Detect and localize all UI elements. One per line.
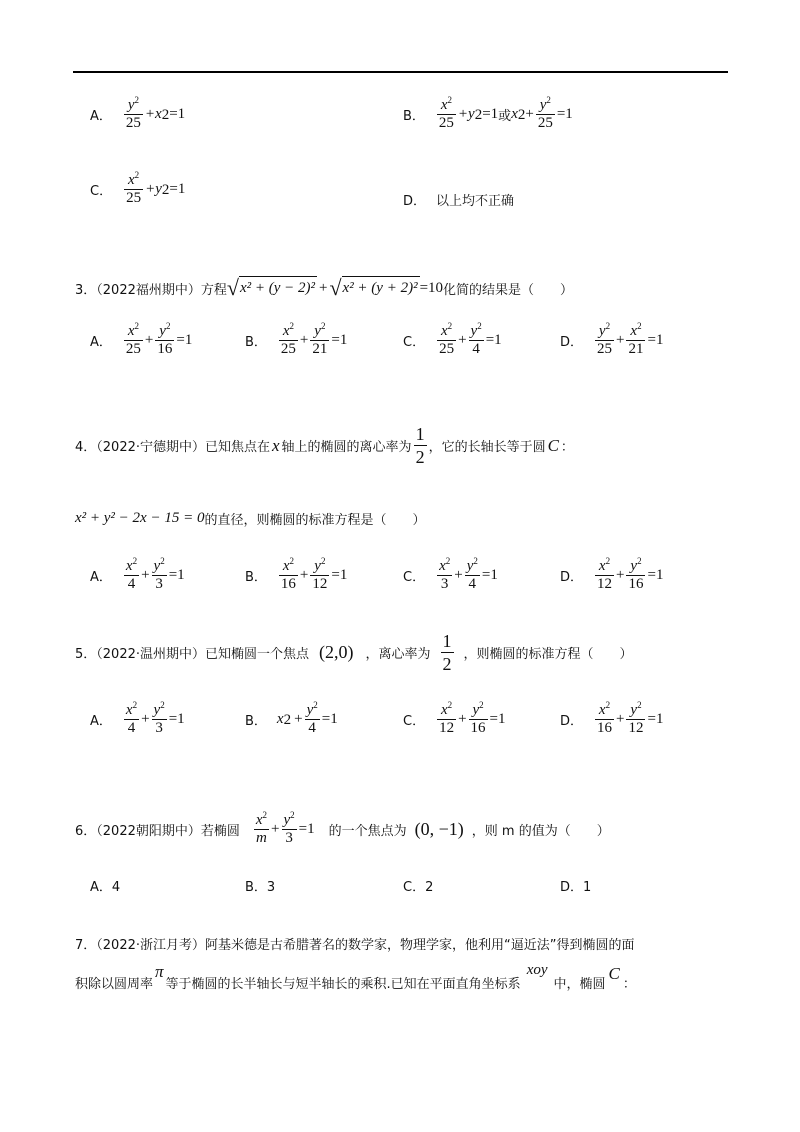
q2-option-d[interactable]: D． 以上均不正确 (403, 194, 515, 209)
q2-option-a[interactable]: A． $\frac{y^2}{25}$ +x 2 =1 (90, 95, 186, 131)
q2-option-c[interactable]: C． $\frac{x^2}{25}$ +y 2 =1 (90, 170, 186, 206)
q4-stem-line2: x² + y² − 2x − 15 = 0 的直径，则椭圆的标准方程是（ ） (75, 510, 426, 528)
q5-option-d[interactable]: D． $\frac{x^2}{16}$ + $\frac{y^2}{12}$ =1 (560, 700, 664, 736)
q5-stem: 5．（2022·温州期中）已知椭圆一个焦点 (2,0) ，离心率为 $\frac{1}{2}$ ，则椭圆的标准方程（ ） (75, 631, 633, 674)
fraction: $\frac{x^2}{25}$ (126, 170, 142, 206)
q2-option-b[interactable]: B． $\frac{x^2}{25}$ +y 2 =1 或 x 2 + $\frac{y^2}{25}$ =1 (403, 95, 573, 131)
q4-option-d[interactable]: D． $\frac{x^2}{12}$ + $\frac{y^2}{16}$ =1 (560, 556, 664, 592)
q3-option-a[interactable]: A． $\frac{x^2}{25}$ + $\frac{y^2}{16}$ =1 (90, 321, 193, 357)
q4-option-c[interactable]: C． $\frac{x^2}{3}$ + $\frac{y^2}{4}$ =1 (403, 556, 498, 592)
q5-option-b[interactable]: B． x 2 + $\frac{y^2}{4}$ =1 (245, 700, 338, 736)
fraction: $\frac{y^2}{25}$ (125, 95, 141, 131)
q6-option-a[interactable]: A．4 (90, 880, 121, 895)
q3-option-d[interactable]: D． $\frac{y^2}{25}$ + $\frac{x^2}{21}$ =1 (560, 321, 664, 357)
q4-option-b[interactable]: B． $\frac{x^2}{16}$ + $\frac{y^2}{12}$ =1 (245, 556, 348, 592)
sqrt-1: √ x² + (y − 2)² (226, 275, 315, 300)
q5-option-a[interactable]: A． $\frac{x^2}{4}$ + $\frac{y^2}{3}$ =1 (90, 700, 185, 736)
q7-line1: 7．（2022·浙江月考）阿基米德是古希腊著名的数学家，物理学家，他利用“逼近法”得到椭圆的面 (75, 938, 635, 953)
sqrt-2: √ x² + (y + 2)² (329, 275, 418, 300)
q6-option-d[interactable]: D．1 (560, 880, 592, 895)
q4-option-a[interactable]: A． $\frac{x^2}{4}$ + $\frac{y^2}{3}$ =1 (90, 556, 185, 592)
q5-option-c[interactable]: C． $\frac{x^2}{12}$ + $\frac{y^2}{16}$ =1 (403, 700, 506, 736)
q6-stem: 6．（2022朝阳期中）若椭圆 $\frac{x^2}{m}$ + $\frac{y^2}{3}$ =1 的一个焦点为 (0, −1) ，则 m 的值为（ ） (75, 810, 610, 846)
q6-option-b[interactable]: B．3 (245, 880, 276, 895)
fraction: $\frac{x^2}{25}$ (438, 95, 454, 131)
q6-option-c[interactable]: C．2 (403, 880, 434, 895)
q3-option-c[interactable]: C． $\frac{x^2}{25}$ + $\frac{y^2}{4}$ =1 (403, 321, 502, 357)
fraction: $\frac{y^2}{25}$ (537, 95, 553, 131)
q3-option-b[interactable]: B． $\frac{x^2}{25}$ + $\frac{y^2}{21}$ =1 (245, 321, 348, 357)
q7-line2: 积除以圆周率 π 等于椭圆的长半轴长与短半轴长的乘积.已知在平面直角坐标系 xoy 中，椭圆 C ： (75, 961, 636, 992)
q4-stem: 4．（2022·宁德期中）已知焦点在 x 轴上的椭圆的离心率为 $\frac{1}{2}$ ，它的长轴长等于圆 C ： (75, 424, 574, 467)
q3-stem: 3．（2022福州期中）方程 √ x² + (y − 2)² + √ x² + (y + 2)² =10 化简的结果是（ ） (75, 275, 574, 300)
header-rule (73, 71, 728, 73)
